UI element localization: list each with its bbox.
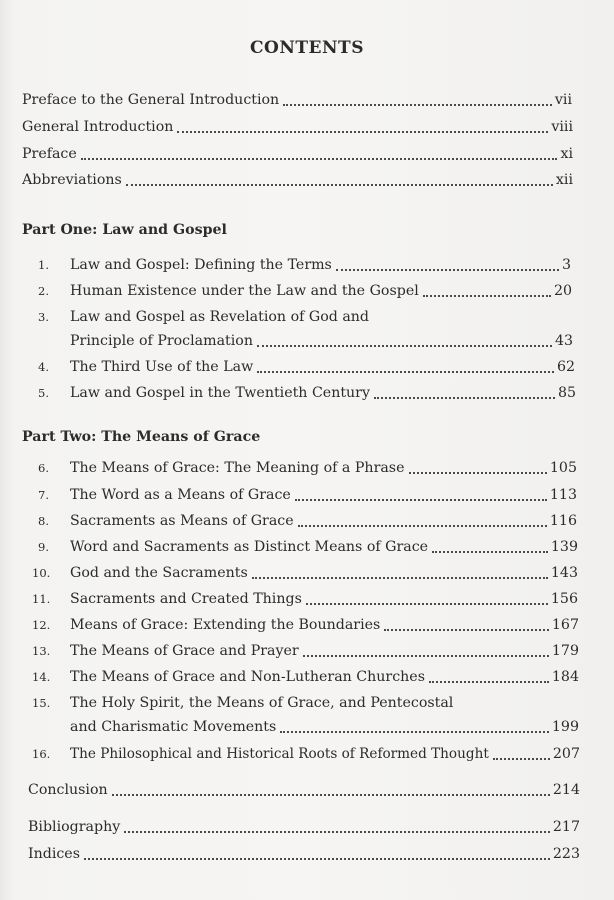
entry-page: 116 [549,513,577,529]
leader-dots [257,370,554,373]
entry-page: 214 [552,782,580,798]
leader-dots [423,294,551,297]
leader-dots [177,130,548,133]
entry-page: 3 [561,257,571,273]
chapter-number: 5. [38,386,49,400]
part-heading: Part Two: The Means of Grace [22,429,261,445]
entry-page: 62 [556,359,575,375]
toc-entry [70,256,571,274]
entry-label: The Means of Grace: The Meaning of a Phrase [70,460,405,476]
leader-dots [124,830,550,833]
chapter-number: 6. [38,461,49,475]
toc-entry [28,781,580,799]
entry-page: 143 [550,565,578,581]
toc-entry [70,616,579,634]
entry-page: 179 [551,643,579,659]
leader-dots [306,602,548,605]
leader-dots [409,471,547,474]
entry-page: 184 [551,669,579,685]
entry-label: Law and Gospel: Defining the Terms [70,257,332,273]
entry-label: Conclusion [28,782,108,798]
entry-label: The Third Use of the Law [70,359,254,375]
entry-label: Sacraments as Means of Grace [70,513,294,529]
toc-entry [70,538,578,556]
toc-entry [70,564,578,582]
leader-dots [81,157,558,160]
leader-dots [336,268,559,271]
entry-label: Indices [28,846,80,862]
chapter-number: 13. [32,644,51,658]
entry-label: Human Existence under the Law and the Gospel [70,283,419,299]
entry-label: Preface to the General Introduction [22,92,280,108]
entry-label: The Word as a Means of Grace [70,487,291,503]
leader-dots [84,857,550,860]
entry-page: 113 [549,487,577,503]
chapter-number: 14. [32,670,51,684]
entry-page: 207 [552,746,580,762]
chapter-number: 7. [38,488,49,502]
toc-entry [70,332,573,350]
leader-dots [493,757,550,760]
toc-entry [70,384,576,402]
leader-dots [295,498,547,501]
leader-dots [126,183,553,186]
entry-label: The Means of Grace and Non-Lutheran Churches [70,669,425,685]
chapter-number: 4. [38,360,49,374]
leader-dots [384,628,549,631]
leader-dots [112,793,550,796]
toc-entry [70,512,577,530]
entry-page: 43 [554,333,573,349]
entry-label: The Philosophical and Historical Roots of Reformed Thought [70,746,489,762]
entry-page: xi [560,146,573,162]
toc-entry [22,145,573,163]
chapter-number: 10. [32,566,51,580]
chapter-number: 11. [32,592,51,606]
entry-label: The Holy Spirit, the Means of Grace, and Pentecostal [70,695,454,711]
entry-label: Law and Gospel as Revelation of God and [70,309,370,325]
entry-label: Law and Gospel in the Twentieth Century [70,385,370,401]
leader-dots [283,103,552,106]
page-title: CONTENTS [250,38,364,58]
chapter-number: 9. [38,540,49,554]
toc-entry [70,459,577,477]
entry-page: 139 [550,539,578,555]
entry-page: xii [555,172,573,188]
toc-entry [22,118,573,136]
entry-label: Abbreviations [22,172,122,188]
chapter-number: 3. [38,310,49,324]
entry-label: The Means of Grace and Prayer [70,643,299,659]
entry-page: 105 [549,460,577,476]
toc-entry [70,486,577,504]
entry-page: viii [551,119,573,135]
toc-entry [28,818,580,836]
entry-page: 85 [557,385,576,401]
toc-entry [28,845,580,863]
toc-entry [70,590,578,608]
leader-dots [280,730,549,733]
toc-entry [22,171,573,189]
entry-page: 167 [551,617,579,633]
entry-label: Sacraments and Created Things [70,591,302,607]
chapter-number: 8. [38,514,49,528]
entry-label-continued: and Charismatic Movements [70,719,277,735]
toc-entry [22,91,572,109]
entry-page: vii [554,92,572,108]
toc-entry [70,668,579,686]
leader-dots [374,396,555,399]
entry-page: 199 [551,719,579,735]
entry-label: Means of Grace: Extending the Boundaries [70,617,381,633]
leader-dots [298,524,547,527]
entry-label: Bibliography [28,819,121,835]
entry-page: 156 [550,591,578,607]
toc-entry [70,718,579,736]
toc-entry [70,358,575,376]
chapter-number: 16. [32,747,51,761]
entry-label: Word and Sacraments as Distinct Means of Grace [70,539,429,555]
entry-page: 20 [553,283,572,299]
chapter-number: 1. [38,258,49,272]
leader-dots [303,654,549,657]
entry-label: Preface [22,146,77,162]
toc-entry [70,745,580,763]
chapter-number: 12. [32,618,51,632]
entry-label: God and the Sacraments [70,565,248,581]
leader-dots [429,680,549,683]
leader-dots [432,550,548,553]
leader-dots [252,576,548,579]
entry-label-continued: Principle of Proclamation [70,333,253,349]
chapter-number: 15. [32,696,51,710]
toc-entry [70,642,579,660]
entry-page: 217 [552,819,580,835]
toc-entry [70,282,572,300]
leader-dots [257,344,552,347]
entry-label: General Introduction [22,119,174,135]
entry-page: 223 [552,846,580,862]
part-heading: Part One: Law and Gospel [22,222,227,238]
chapter-number: 2. [38,284,49,298]
